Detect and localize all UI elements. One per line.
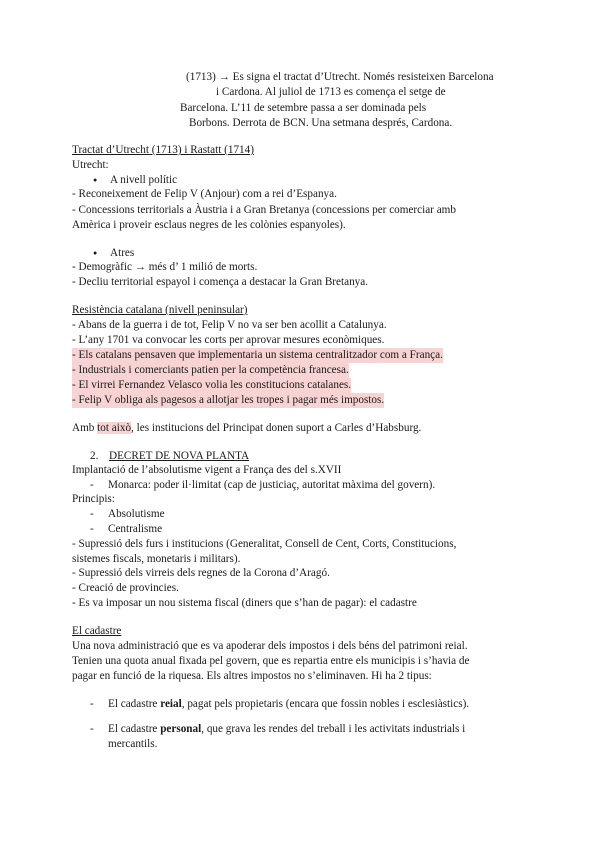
intro-line-1: (1713) → Es signa el tractat d’Utrecht. Només resisteixen Barcelona xyxy=(186,71,494,83)
tractat-point-3: - Demogràfic → més d’ 1 milió de morts. xyxy=(72,261,258,273)
intro-line-3: Barcelona. L’11 de setembre passa a ser dominada pels xyxy=(180,102,427,114)
principis-label: Principis: xyxy=(72,493,115,505)
reial-prefix: El cadastre xyxy=(108,698,161,710)
resistencia-item-5-highlighted: - El virrei Fernandez Velasco volia les constitucions catalanes. xyxy=(72,379,352,391)
resistencia-summary xyxy=(72,421,421,436)
reial-bold: reial xyxy=(160,698,182,710)
resistencia-item-4-highlighted: - Industrials i comerciants patien per la competència francesa. xyxy=(72,364,349,376)
tractat-point-4: - Decliu territorial espayol i comença a destacar la Gran Bretanya. xyxy=(72,276,369,288)
intro-line-4: Borbons. Derrota de BCN. Una setmana després, Cardona. xyxy=(189,117,453,129)
resistencia-heading: Resistència catalana (nivell peninsular) xyxy=(72,304,248,316)
bullet-nivell-politic: ● A nivell polític xyxy=(110,173,177,188)
decret-point-3: - Creació de provincies. xyxy=(72,582,179,594)
tractat-point-2b: Amèrica i proveir esclaus negres de les colònies espanyoles). xyxy=(72,219,346,231)
cadastre-line-2: Tenien una quota anual fixada pel govern, que es repartia entre els municipis i s’havia de xyxy=(72,655,470,667)
bullet-atres: ● Atres xyxy=(110,246,134,261)
decret-point-1b: sistemes fiscals, monetaris i militars). xyxy=(72,553,241,565)
principi-absolutisme: - Absolutisme xyxy=(108,507,165,522)
decret-point-1a: - Supressió dels furs i institucions (Generalitat, Consell de Cent, Corts, Constitucions, xyxy=(72,538,457,550)
personal-bold: personal xyxy=(160,723,202,735)
cadastre-heading: El cadastre xyxy=(72,625,122,637)
cadastre-line-3: pagar en funció de la riquesa. Els altres impostos no s’eliminaven. Hi ha 2 tipus: xyxy=(72,670,432,682)
decret-point-2: - Supressió dels virreis dels regnes de la Corona d’Aragó. xyxy=(72,567,330,579)
summary-highlight: tot això xyxy=(97,422,132,434)
intro-line-2: i Cardona. Al juliol de 1713 es comença el setge de xyxy=(216,86,446,98)
cadastre-line-1: Una nova administració que es va apoderar dels impostos i dels béns del patrimoni reial. xyxy=(72,640,468,652)
decret-point-4: - Es va imposar un nou sistema fiscal (diners que s’han de pagar): el cadastre xyxy=(72,597,417,609)
tractat-heading: Tractat d’Utrecht (1713) i Rastatt (1714) xyxy=(72,144,254,156)
tractat-point-1: - Reconeixement de Felip V (Anjour) com a rei d’Espanya. xyxy=(72,188,337,200)
decret-number: 2. xyxy=(90,450,99,462)
decret-line-1: Implantació de l’absolutisme vigent a França des del s.XVII xyxy=(72,464,342,476)
decret-heading: DECRET DE NOVA PLANTA xyxy=(109,450,250,462)
personal-suffix: , que grava les rendes del treball i les activitats industrials i xyxy=(201,723,466,735)
cadastre-reial xyxy=(108,697,469,712)
cadastre-personal-cont: mercantils. xyxy=(108,738,158,750)
cadastre-personal xyxy=(108,722,465,737)
resistencia-item-3-highlighted: - Els catalans pensaven que implementaria un sistema centralitzador com a França. xyxy=(72,349,443,361)
summary-end: , les institucions del Principat donen suport a Carles d’Habsburg. xyxy=(131,422,422,434)
summary-start: Amb xyxy=(72,422,98,434)
tractat-point-2a: - Concessions territorials a Àustria i a Gran Bretanya (concessions per comerciar amb xyxy=(72,204,456,216)
decret-monarca: - Monarca: poder il·limitat (cap de justiciaç, autoritat màxima del govern). xyxy=(108,478,435,493)
principi-centralisme: - Centralisme xyxy=(108,522,162,537)
resistencia-item-2: - L’any 1701 va convocar les corts per aprovar mesures econòmiques. xyxy=(72,334,385,346)
resistencia-item-1: - Abans de la guerra i de tot, Felip V no va ser ben acollit a Catalunya. xyxy=(72,319,387,331)
personal-prefix: El cadastre xyxy=(108,723,161,735)
resistencia-item-6-highlighted: - Felip V obliga als pagesos a allotjar les tropes i pagar més impostos. xyxy=(72,394,385,406)
reial-suffix: , pagat pels propietaris (encara que fossin nobles i esclesiàstics). xyxy=(181,698,470,710)
utrecht-label: Utrecht: xyxy=(72,159,109,171)
